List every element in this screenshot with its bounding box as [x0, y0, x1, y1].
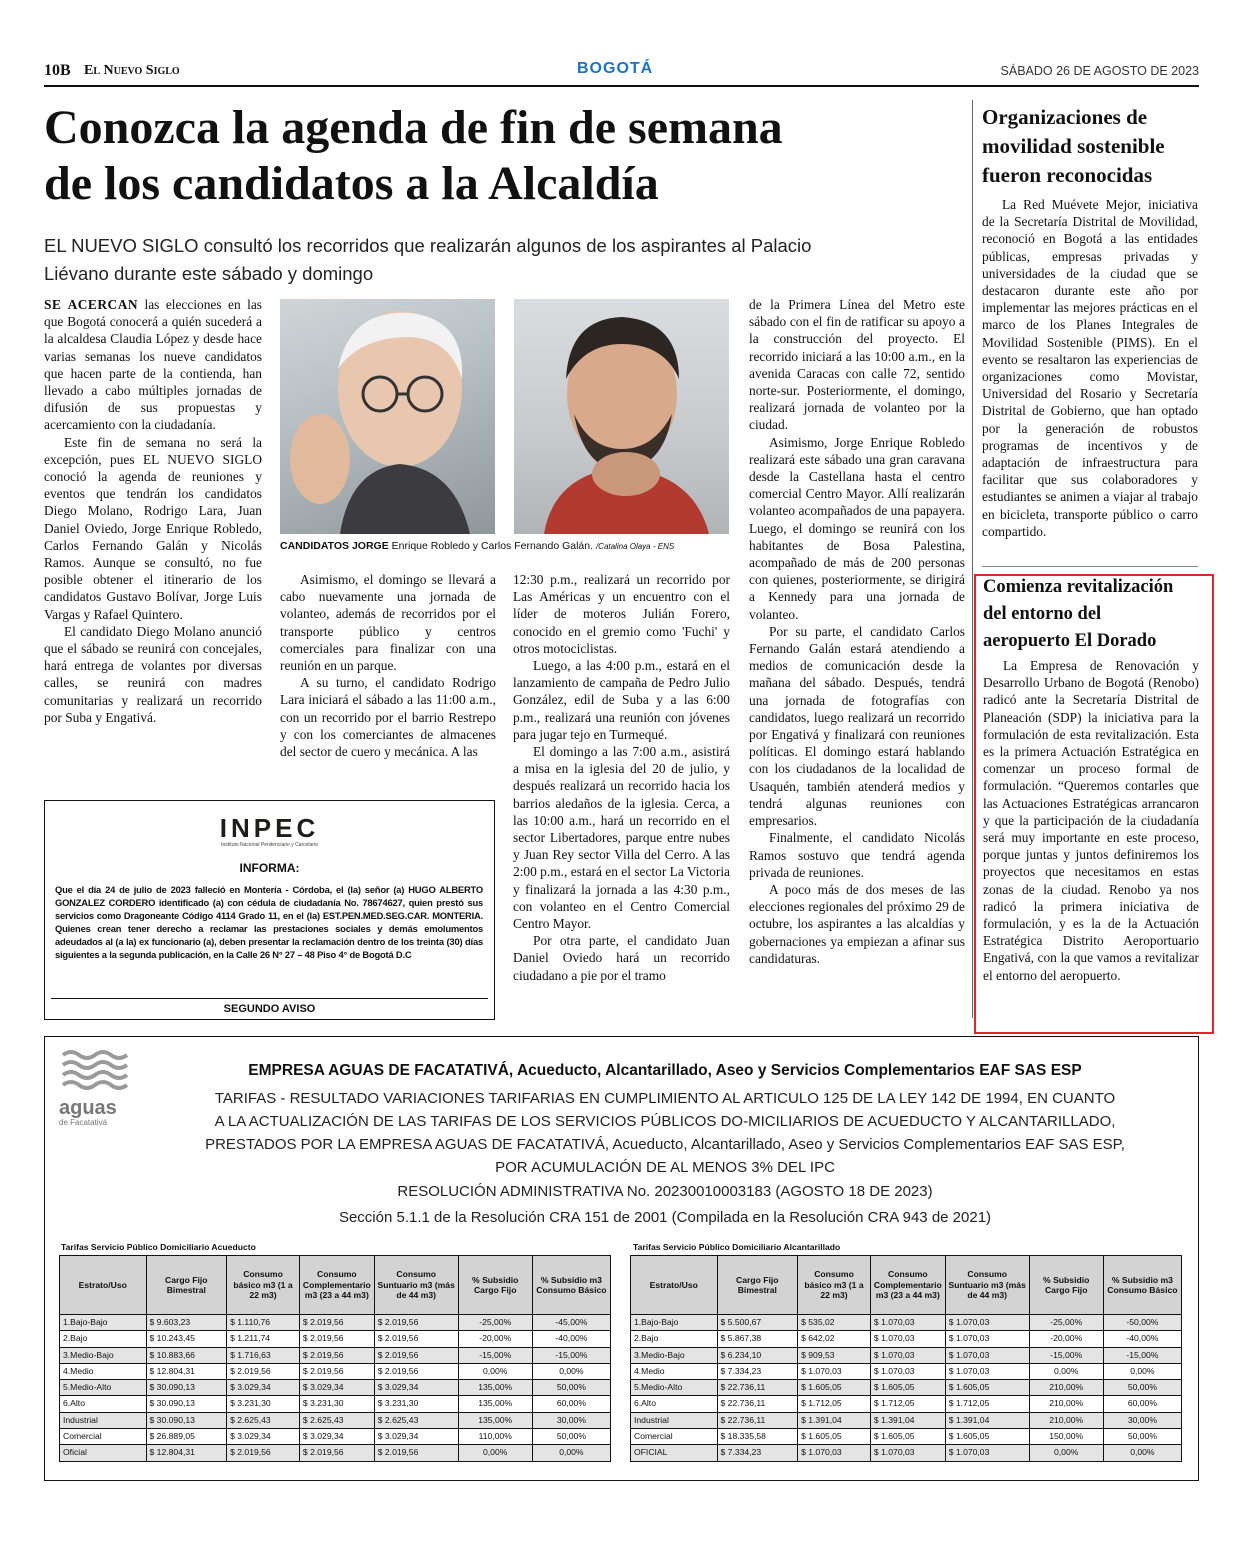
col-header: Cargo Fijo Bimestral — [717, 1256, 798, 1315]
alcantarillado-table — [630, 1255, 1182, 1462]
aguas-section: Sección 5.1.1 de la Resolución CRA 151 de 2001 (Compilada en la Resolución CRA 943 de 2021) — [338, 1209, 992, 1226]
table-cell: 5.Medio-Alto — [631, 1380, 718, 1396]
col-header: Consumo básico m3 (1 a 22 m3) — [227, 1256, 300, 1315]
table-row — [631, 1412, 1182, 1428]
headline-line-1: Conozca la agenda de fin de semana — [44, 101, 783, 154]
main-headline — [44, 100, 964, 212]
table-cell: 0,00% — [532, 1363, 610, 1379]
table-row — [60, 1445, 611, 1461]
table-cell: OFICIAL — [631, 1445, 718, 1461]
article-column-1: SE ACERCAN las elecciones en las que Bogotá conocerá a quién sucederá a la alcaldesa Claudia López y desde hace varias semanas los nueve candidatos que hacen parte de la contienda, han llevado a cabo múltiples jornadas de difusión de sus propuestas y acercamiento con la ciudadanía. Este fin de semana no será la excepción, pues EL NUEVO SIGLO conoció la agenda de reuniones y eventos que tendrán los candidatos Diego Molano, Rodrigo Lara, Juan Daniel Oviedo, Jorge Enrique Robledo, Carlos Fernando Galán y Nicolás Ramos. Aunque se consultó, no fue posible obtener el itinerario de los candidatos Gustavo Bolívar, Jorge Luis Vargas y Rafael Quintero. El candidato Diego Molano anunció que el sábado se reunirá con concejales, hará entrega de volantes por diversas calles, se reunirá con madres comunitarias y realizará un recorrido por Suba y Engativá. — [44, 297, 262, 725]
table-cell: $ 10.883,66 — [146, 1347, 227, 1363]
table-cell: -25,00% — [458, 1315, 532, 1331]
table-cell: Comercial — [60, 1429, 147, 1445]
table-cell: 210,00% — [1029, 1380, 1103, 1396]
col-header: Consumo Complementario m3 (23 a 44 m3) — [870, 1256, 945, 1315]
inpec-notice — [44, 800, 495, 1020]
aguas-ad — [44, 1036, 1199, 1481]
table-row — [60, 1380, 611, 1396]
headline-line-2: de los candidatos a la Alcaldía — [44, 157, 659, 210]
table-cell: 60,00% — [532, 1396, 610, 1412]
table-cell: $ 2.625,43 — [227, 1412, 300, 1428]
table-cell: $ 7.334,23 — [717, 1445, 798, 1461]
table-cell: $ 2.019,56 — [299, 1445, 374, 1461]
newspaper-name: El Nuevo Siglo — [84, 63, 180, 78]
table-cell: $ 3.231,30 — [374, 1396, 458, 1412]
page-header — [44, 60, 1199, 84]
table-row — [60, 1315, 611, 1331]
table-cell: 0,00% — [458, 1445, 532, 1461]
inpec-logo: INPEC Instituto Nacional Penitenciario y Carcelario — [219, 813, 320, 848]
table-cell: 6.Alto — [60, 1396, 147, 1412]
table-cell: $ 5.867,38 — [717, 1331, 798, 1347]
table-cell: -40,00% — [532, 1331, 610, 1347]
table-cell: $ 642,02 — [798, 1331, 871, 1347]
table-cell: $ 2.625,43 — [299, 1412, 374, 1428]
inpec-footer-rule — [51, 998, 488, 999]
table-cell: $ 2.019,56 — [299, 1363, 374, 1379]
table-cell: $ 2.019,56 — [374, 1315, 458, 1331]
table-cell: 5.Medio-Alto — [60, 1380, 147, 1396]
table-header-row — [631, 1256, 1182, 1315]
table-row — [631, 1363, 1182, 1379]
table-cell: $ 22.736,11 — [717, 1412, 798, 1428]
table-cell: -15,00% — [1029, 1347, 1103, 1363]
table-cell: $ 5.500,67 — [717, 1315, 798, 1331]
col-header: Consumo Complementario m3 (23 a 44 m3) — [299, 1256, 374, 1315]
table-cell: $ 22.736,11 — [717, 1380, 798, 1396]
table-cell: $ 30.090,13 — [146, 1380, 227, 1396]
table-cell: $ 10.243,45 — [146, 1331, 227, 1347]
photo-caption: CANDIDATOS JORGE Enrique Robledo y Carlos Fernando Galán. /Catalina Olaya - ENS — [280, 540, 675, 552]
col-header: Consumo básico m3 (1 a 22 m3) — [798, 1256, 871, 1315]
col-header: Consumo Suntuario m3 (más de 44 m3) — [374, 1256, 458, 1315]
table-cell: 6.Alto — [631, 1396, 718, 1412]
table-cell: $ 1.070,03 — [870, 1363, 945, 1379]
col-header: % Subsidio m3 Consumo Básico — [532, 1256, 610, 1315]
table-cell: 60,00% — [1103, 1396, 1181, 1412]
acueducto-table — [59, 1255, 611, 1462]
table-cell: $ 3.231,30 — [227, 1396, 300, 1412]
table-cell: $ 1.716,63 — [227, 1347, 300, 1363]
col-header: Cargo Fijo Bimestral — [146, 1256, 227, 1315]
table-cell: -15,00% — [532, 1347, 610, 1363]
photo-galan — [514, 299, 729, 534]
table-cell: Oficial — [60, 1445, 147, 1461]
acueducto-caption: Tarifas Servicio Público Domiciliario Acueducto — [61, 1242, 256, 1252]
section-name: BOGOTÁ — [577, 60, 654, 77]
table-cell: 1.Bajo-Bajo — [60, 1315, 147, 1331]
table-cell: $ 1.391,04 — [798, 1412, 871, 1428]
table-cell: $ 2.019,56 — [227, 1445, 300, 1461]
table-header-row — [60, 1256, 611, 1315]
main-deck: EL NUEVO SIGLO consultó los recorridos que realizarán algunos de los aspirantes al Palacio Liévano durante este sábado y domingo — [44, 235, 812, 284]
sidebar-movilidad-body: La Red Muévete Mejor, iniciativa de la Secretaría Distrital de Movilidad, reconoció en Bogotá a las entidades públicas, empresas privadas y universidades de la ciudad que se destacaron durante este año por implementar las mejores prácticas en el marco de los Planes Integrales de Movilidad Sostenible (PIMS). En el evento se resaltaron las experiencias de organizaciones como Movistar, Universidad del Rosario y Secretaría Distrital de Gobierno, que han optado por la generación de robustos programas de incentivos y de adaptación de infraestructura para facilitar que sus colaboradores y estudiantes se animen a viajar al trabajo en bicicleta, transporte público o carro compartido. — [982, 197, 1198, 539]
aguas-description: TARIFAS - RESULTADO VARIACIONES TARIFARIAS EN CUMPLIMIENTO AL ARTICULO 125 DE LA LEY 142 DE 1994, EN CUANTO A LA ACTUALIZACIÓN DE LAS TARIFAS DE LOS SERVICIOS PÚBLICOS DO-MICILIARIOS DE ACUEDUCTO Y ALCANTARILLADO, PRESTADOS POR LA EMPRESA AGUAS DE FACATATIVÁ, Acueducto, Alcantarillado, Aseo y Servicios Complementarios EAF SAS ESP, POR ACUMULACIÓN DE AL MENOS 3% DEL IPC — [205, 1090, 1125, 1176]
table-cell: $ 1.070,03 — [945, 1315, 1029, 1331]
table-row — [631, 1347, 1182, 1363]
table-cell: $ 1.391,04 — [870, 1412, 945, 1428]
table-cell: $ 3.029,34 — [227, 1380, 300, 1396]
col-header: Estrato/Uso — [631, 1256, 718, 1315]
table-cell: Industrial — [631, 1412, 718, 1428]
table-cell: $ 1.712,05 — [945, 1396, 1029, 1412]
photo-robledo — [280, 299, 495, 534]
table-row — [60, 1429, 611, 1445]
table-cell: $ 1.070,03 — [870, 1315, 945, 1331]
col-header: % Subsidio Cargo Fijo — [1029, 1256, 1103, 1315]
table-cell: $ 2.625,43 — [374, 1412, 458, 1428]
table-cell: -50,00% — [1103, 1315, 1181, 1331]
table-cell: -15,00% — [458, 1347, 532, 1363]
table-cell: -20,00% — [458, 1331, 532, 1347]
table-cell: $ 3.231,30 — [299, 1396, 374, 1412]
issue-date: SÁBADO 26 DE AGOSTO DE 2023 — [1000, 64, 1199, 78]
table-row — [631, 1331, 1182, 1347]
table-cell: $ 2.019,56 — [374, 1347, 458, 1363]
table-cell: $ 2.019,56 — [299, 1331, 374, 1347]
table-cell: $ 535,02 — [798, 1315, 871, 1331]
table-cell: $ 22.736,11 — [717, 1396, 798, 1412]
table-cell: $ 3.029,34 — [374, 1429, 458, 1445]
table-row — [60, 1396, 611, 1412]
table-cell: $ 1.605,05 — [798, 1380, 871, 1396]
table-cell: $ 12.804,31 — [146, 1445, 227, 1461]
table-cell: $ 1.211,74 — [227, 1331, 300, 1347]
table-cell: $ 1.070,03 — [798, 1363, 871, 1379]
table-cell: $ 3.029,34 — [374, 1380, 458, 1396]
table-cell: $ 1.605,05 — [945, 1380, 1029, 1396]
table-cell: $ 1.070,03 — [945, 1445, 1029, 1461]
col-header: % Subsidio Cargo Fijo — [458, 1256, 532, 1315]
table-cell: 4.Medio — [60, 1363, 147, 1379]
table-cell: $ 12.804,31 — [146, 1363, 227, 1379]
table-cell: 50,00% — [1103, 1429, 1181, 1445]
article-column-4: de la Primera Línea del Metro este sábado con el fin de ratificar su apoyo a la construcción del proyecto. El recorrido iniciará a las 10:00 a.m., en la avenida Caracas con calle 72, sentido norte-sur. Posteriormente, el domingo, realizará jornada de volanteo por la ciudad. Asimismo, Jorge Enrique Robledo realizará este sábado una gran caravana desde la Castellana hasta el centro comercial Centro Mayor. Allí realizarán volanteo acompañados de una papayera. Luego, el domingo se reunirá con los habitantes de Bosa Palestina, acompañado de más de 200 personas con quienes, posteriormente, se dirigirá a Kennedy para una jornada de volanteo. Por su parte, el candidato Carlos Fernando Galán estará atendiendo a medios de comunicación desde la mañana del sábado. Después, tendrá una jornada de fotografías con candidatos, luego realizará un recorrido por Engativá y finalizará con reuniones políticas. El domingo estará hablando con los ciudadanos de la localidad de Usaquén, también atenderá medios y tendrá algunas reuniones con empresarios. Finalmente, el candidato Nicolás Ramos sostuvo que tendrá agenda privada de reuniones. A poco más de dos meses de las elecciones regionales del próximo 29 de octubre, los aspirantes a las alcaldías y gobernaciones ya empiezan a afinar sus candidaturas. — [749, 297, 966, 966]
table-row — [631, 1380, 1182, 1396]
table-cell: $ 1.070,03 — [798, 1445, 871, 1461]
table-cell: $ 2.019,56 — [374, 1445, 458, 1461]
table-cell: 0,00% — [1103, 1363, 1181, 1379]
table-row — [631, 1396, 1182, 1412]
article-column-2: Asimismo, el domingo se llevará a cabo nuevamente una jornada de volanteo, además de recorridos por el transporte público y centros comerciales para finalizar con una reunión en un parque. A su turno, el candidato Rodrigo Lara iniciará el sábado a las 11:00 a.m., con un recorrido por el barrio Restrepo y con los comerciantes de almacenes del sector de cuero y mecánica. A las — [280, 572, 496, 760]
table-cell: $ 1.605,05 — [945, 1429, 1029, 1445]
table-cell: $ 1.712,05 — [798, 1396, 871, 1412]
table-cell: $ 3.029,34 — [299, 1380, 374, 1396]
table-cell: $ 1.070,03 — [870, 1331, 945, 1347]
table-cell: -20,00% — [1029, 1331, 1103, 1347]
col-header: Consumo Suntuario m3 (más de 44 m3) — [945, 1256, 1029, 1315]
table-row — [631, 1315, 1182, 1331]
inpec-body: Que el día 24 de julio de 2023 falleció en Montería - Córdoba, el (la) señor (a) HUGO ALBERTO GONZALEZ CORDERO identificado (a) con cédula de ciudadanía No. 78674627, quien prestó sus servicios como Dragoneante Código 4114 Grado 11, en el (la) EST.PEN.MED.SEG.CAR. MONTERIA. Quienes crean tener derecho a reclamar las prestaciones sociales y demás emolumentos adeudados al (a la) ex funcionario (a), deben presentar la reclamación dentro de los treinta (30) días siguientes a la segunda publicación, en la Calle 26 N° 27 – 48 Piso 4° de Bogotá D.C — [55, 884, 483, 960]
sidebar-eldorado-headline: Comienza revitalización del entorno del aeropuerto El Dorado — [983, 577, 1174, 651]
inpec-title: INFORMA: — [239, 861, 300, 875]
table-cell: 50,00% — [532, 1429, 610, 1445]
inpec-footer: SEGUNDO AVISO — [223, 1003, 316, 1015]
table-cell: 3.Medio-Bajo — [631, 1347, 718, 1363]
sidebar-eldorado-body: La Empresa de Renovación y Desarrollo Urbano de Bogotá (Renobo) radicó ante la Secretaría Distrital de Planeación (SDP) la iniciativa para la formulación de esta revitalización. Esta es la primera Actuación Estratégica en comenzar un proceso formal de formulación. “Queremos contarles que las Actuaciones Estratégicas arrancaron y que la participación de la ciudadanía será muy importante en este proceso, porque juntas y juntos definiremos los proyectos que necesitamos en estas zonas de la ciudad. Renobo ya nos radicó la primera iniciativa de formulación, y es la de la Actuación Estratégica Distrito Aeroportuario Engativá, con la que vamos a revitalizar el entorno del aeropuerto. — [983, 658, 1199, 983]
table-cell: $ 2.019,56 — [299, 1315, 374, 1331]
table-cell: 135,00% — [458, 1380, 532, 1396]
table-cell: 0,00% — [1029, 1445, 1103, 1461]
table-cell: -15,00% — [1103, 1347, 1181, 1363]
table-cell: Industrial — [60, 1412, 147, 1428]
table-cell: $ 1.391,04 — [945, 1412, 1029, 1428]
table-cell: 210,00% — [1029, 1412, 1103, 1428]
table-cell: $ 3.029,34 — [299, 1429, 374, 1445]
table-row — [60, 1412, 611, 1428]
table-cell: $ 9.603,23 — [146, 1315, 227, 1331]
table-cell: 0,00% — [458, 1363, 532, 1379]
table-cell: 3.Medio-Bajo — [60, 1347, 147, 1363]
sidebar-divider — [972, 100, 973, 1018]
table-cell: 0,00% — [1103, 1445, 1181, 1461]
table-cell: $ 1.070,03 — [870, 1347, 945, 1363]
sidebar-movilidad-headline: Organizaciones de movilidad sostenible fueron reconocidas — [982, 105, 1165, 187]
table-cell: 150,00% — [1029, 1429, 1103, 1445]
aguas-resolution: RESOLUCIÓN ADMINISTRATIVA No. 20230010003183 (AGOSTO 18 DE 2023) — [397, 1183, 933, 1200]
sidebar-rule — [982, 566, 1198, 567]
table-cell: $ 1.070,03 — [945, 1331, 1029, 1347]
table-cell: $ 30.090,13 — [146, 1396, 227, 1412]
table-cell: 30,00% — [532, 1412, 610, 1428]
table-cell: $ 3.029,34 — [227, 1429, 300, 1445]
table-cell: 210,00% — [1029, 1396, 1103, 1412]
table-cell: -45,00% — [532, 1315, 610, 1331]
col-header: % Subsidio m3 Consumo Básico — [1103, 1256, 1181, 1315]
table-row — [60, 1363, 611, 1379]
table-cell: $ 18.335,58 — [717, 1429, 798, 1445]
table-cell: $ 6.234,10 — [717, 1347, 798, 1363]
table-row — [60, 1347, 611, 1363]
table-cell: $ 909,53 — [798, 1347, 871, 1363]
table-cell: $ 1.070,03 — [945, 1363, 1029, 1379]
aguas-logo: aguas de Facatativá — [59, 1047, 131, 1125]
table-cell: 1.Bajo-Bajo — [631, 1315, 718, 1331]
table-cell: 2.Bajo — [631, 1331, 718, 1347]
aguas-title: EMPRESA AGUAS DE FACATATIVÁ, Acueducto, Alcantarillado, Aseo y Servicios Complementarios EAF SAS ESP — [248, 1062, 1082, 1079]
table-row — [631, 1429, 1182, 1445]
table-cell: $ 1.605,05 — [870, 1429, 945, 1445]
table-cell: 30,00% — [1103, 1412, 1181, 1428]
table-cell: $ 30.090,13 — [146, 1412, 227, 1428]
header-rule — [44, 85, 1199, 87]
lead-caps: SE ACERCAN — [44, 297, 139, 312]
table-cell: 0,00% — [1029, 1363, 1103, 1379]
alcantarillado-caption: Tarifas Servicio Público Domiciliario Alcantarillado — [633, 1242, 841, 1252]
col-header: Estrato/Uso — [60, 1256, 147, 1315]
table-cell: 135,00% — [458, 1412, 532, 1428]
table-cell: $ 7.334,23 — [717, 1363, 798, 1379]
table-cell: -40,00% — [1103, 1331, 1181, 1347]
aguas-wave-icon — [59, 1047, 131, 1093]
table-cell: 110,00% — [458, 1429, 532, 1445]
table-cell: $ 1.070,03 — [945, 1347, 1029, 1363]
table-cell: $ 2.019,56 — [299, 1347, 374, 1363]
table-cell: $ 1.070,03 — [870, 1445, 945, 1461]
table-cell: 4.Medio — [631, 1363, 718, 1379]
table-cell: Comercial — [631, 1429, 718, 1445]
page-number: 10B — [44, 62, 71, 79]
table-cell: 2.Bajo — [60, 1331, 147, 1347]
table-cell: $ 26.889,05 — [146, 1429, 227, 1445]
table-cell: $ 2.019,56 — [227, 1363, 300, 1379]
table-cell: $ 1.605,05 — [870, 1380, 945, 1396]
table-cell: $ 1.110,76 — [227, 1315, 300, 1331]
table-cell: -25,00% — [1029, 1315, 1103, 1331]
article-column-3: 12:30 p.m., realizará un recorrido por Las Américas y un encuentro con el líder de moteros Julián Forero, conocido en el gremio como 'Fuchi' y otros motociclistas. Luego, a las 4:00 p.m., estará en el lanzamiento de campaña de Pedro Julio González, edil de Suba y a las 6:00 p.m., realizará una reunión con jóvenes para jugar tejo en Turmequé. El domingo a las 7:00 a.m., asistirá a misa en la iglesia del 20 de julio, y después realizará un recorrido hacia los barrios aledaños de la iglesia. Cerca, a las 10:00 a.m., hará un recorrido en el sector Libertadores, parque entre nubes y Juan Rey sector Villa del Cerro. A las 2:00 p.m., estará en el sector La Victoria y finalizará la jornada a las 4:30 p.m., con volanteo en el Centro Comercial Centro Mayor. Por otra parte, el candidato Juan Daniel Oviedo hará un recorrido ciudadano a pie por el tramo — [513, 572, 730, 983]
table-cell: $ 1.605,05 — [798, 1429, 871, 1445]
table-row — [60, 1331, 611, 1347]
table-cell: $ 1.712,05 — [870, 1396, 945, 1412]
table-cell: 135,00% — [458, 1396, 532, 1412]
table-row — [631, 1445, 1182, 1461]
table-cell: $ 2.019,56 — [374, 1363, 458, 1379]
table-cell: 50,00% — [532, 1380, 610, 1396]
table-cell: $ 2.019,56 — [374, 1331, 458, 1347]
table-cell: 0,00% — [532, 1445, 610, 1461]
table-cell: 50,00% — [1103, 1380, 1181, 1396]
